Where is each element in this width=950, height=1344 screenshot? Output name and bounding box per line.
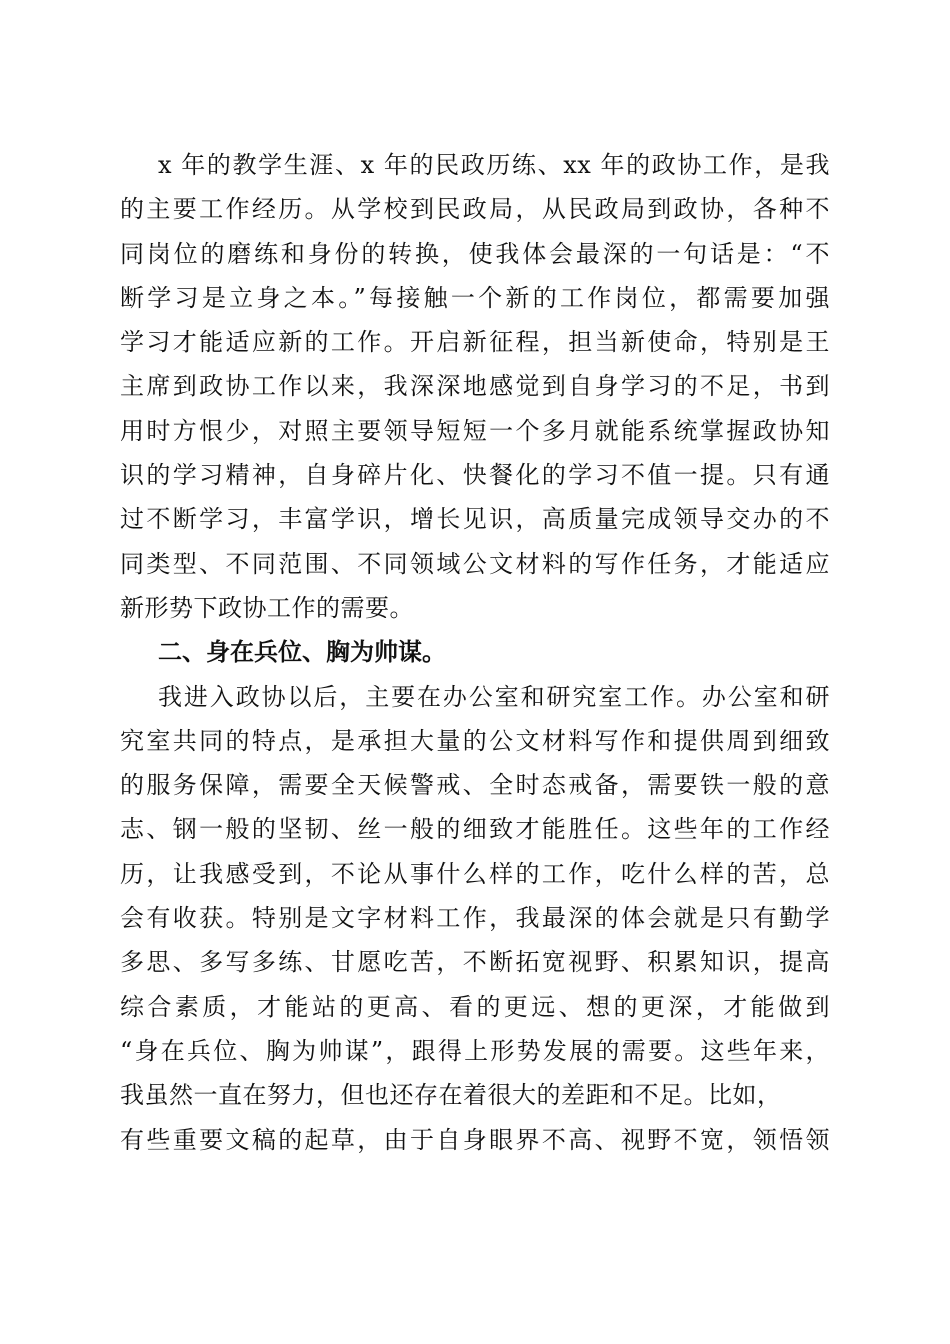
text-line: 识的学习精神，自身碎片化、快餐化的学习不值一提。只有通 [120,461,830,490]
text-line: 究室共同的特点，是承担大量的公文材料写作和提供周到细致 [120,726,830,755]
text-line: 历，让我感受到，不论从事什么样的工作，吃什么样的苦，总 [120,859,830,888]
text-line: 用时方恨少，对照主要领导短短一个多月就能系统掌握政协知 [120,416,830,445]
text-line: 同岗位的磨练和身份的转换，使我体会最深的一句话是：“不 [120,239,830,268]
text-line: 学习才能适应新的工作。开启新征程，担当新使命，特别是王 [120,328,830,357]
paragraph-2 [120,675,830,1162]
text-line: 主席到政协工作以来，我深深地感觉到自身学习的不足，书到 [120,372,830,401]
text-line: 会有收获。特别是文字材料工作，我最深的体会就是只有勤学 [120,904,830,933]
text-line: 过不断学习，丰富学识，增长见识，高质量完成领导交办的不 [120,505,830,534]
text-line: 的服务保障，需要全天候警戒、全时态戒备，需要铁一般的意 [120,771,830,800]
text-line: “身在兵位、胸为帅谋”，跟得上形势发展的需要。这些年来， [120,1036,830,1065]
text-line: 综合素质，才能站的更高、看的更远、想的更深，才能做到 [120,992,830,1021]
text-line: 多思、多写多练、甘愿吃苦，不断拓宽视野、积累知识，提高 [120,948,830,977]
text-line: 我虽然一直在努力，但也还存在着很大的差距和不足。比如， [120,1081,782,1110]
text-line: 有些重要文稿的起草，由于自身眼界不高、视野不宽，领悟领 [120,1125,830,1154]
paragraph-1 [120,143,830,630]
text-line: 志、钢一般的坚韧、丝一般的细致才能胜任。这些年的工作经 [120,815,830,844]
text-line: 同类型、不同范围、不同领域公文材料的写作任务，才能适应 [120,549,830,578]
text-line: 断学习是立身之本。”每接触一个新的工作岗位，都需要加强 [120,283,830,312]
text-line: x 年的教学生涯、x 年的民政历练、xx 年的政协工作，是我 [158,151,830,179]
text-line: 新形势下政协工作的需要。 [120,593,414,622]
text-line: 的主要工作经历。从学校到民政局，从民政局到政协，各种不 [120,195,830,224]
section-heading: 二、身在兵位、胸为帅谋。 [158,638,446,667]
text-line: 我进入政协以后，主要在办公室和研究室工作。办公室和研 [158,682,830,711]
